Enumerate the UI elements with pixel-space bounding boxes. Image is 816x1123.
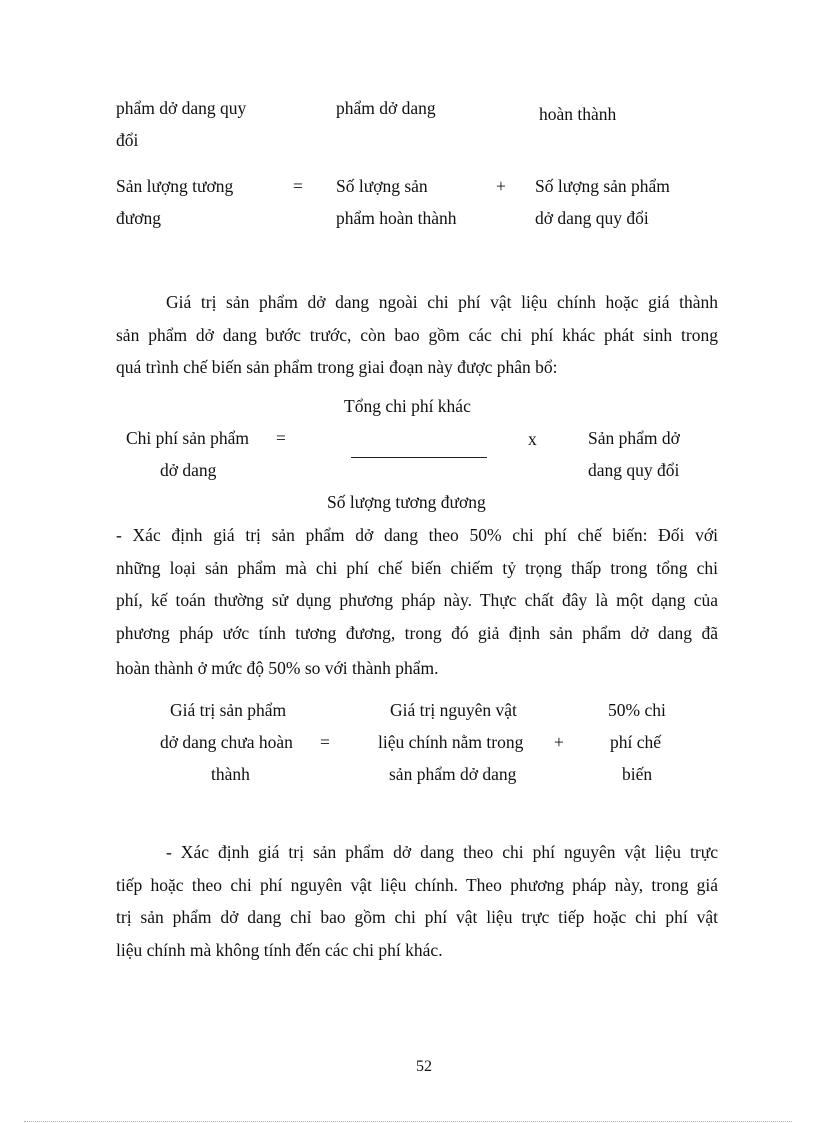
wip-equivalent-qty-line2: dở dang quy đổi bbox=[535, 208, 649, 228]
formula50-mid-line3: sản phẩm dở dang bbox=[389, 764, 517, 784]
equals-sign: = bbox=[293, 176, 303, 196]
equivalent-output-label-line2: đương bbox=[116, 208, 161, 228]
paragraph-line: những loại sản phẩm mà chi phí chế biến chiếm tỷ trọng thấp trong tổng chi bbox=[116, 557, 718, 578]
formula50-rhs-line1: 50% chi bbox=[608, 700, 666, 720]
formula50-equals: = bbox=[320, 732, 330, 752]
formula50-mid-line2: liệu chính nằm trong bbox=[378, 732, 524, 752]
formula50-lhs-line1: Giá trị sản phẩm bbox=[170, 700, 287, 720]
fraction-numerator: Tổng chi phí khác bbox=[344, 396, 471, 416]
formula-top-col1-line2: đổi bbox=[116, 130, 139, 150]
paragraph-line: phương pháp ước tính tương đương, trong đó giả định sản phẩm dở dang đã bbox=[116, 622, 718, 643]
equivalent-output-label-line1: Sản lượng tương bbox=[116, 176, 234, 196]
fraction-rhs-line1: Sản phẩm dở bbox=[588, 428, 680, 448]
wip-equivalent-qty-line1: Số lượng sản phẩm bbox=[535, 176, 670, 196]
paragraph-line: liệu chính mà không tính đến các chi phí khác. bbox=[116, 939, 443, 960]
formula50-lhs-line2: dở dang chưa hoàn bbox=[160, 732, 293, 752]
page-bottom-border bbox=[24, 1121, 792, 1122]
plus-sign: + bbox=[496, 176, 506, 196]
fraction-lhs-line1: Chi phí sản phẩm bbox=[126, 428, 249, 448]
formula50-rhs-line2: phí chế bbox=[610, 732, 662, 752]
paragraph-other-costs bbox=[116, 286, 718, 384]
formula50-mid-line1: Giá trị nguyên vật bbox=[390, 700, 517, 720]
fraction-rhs-line2: dang quy đổi bbox=[588, 460, 680, 480]
fraction-times: x bbox=[528, 429, 537, 449]
finished-qty-line2: phẩm hoàn thành bbox=[336, 208, 457, 228]
formula50-plus: + bbox=[554, 732, 564, 752]
paragraph-line: - Xác định giá trị sản phẩm dở dang theo chi phí nguyên vật liệu trực bbox=[166, 842, 718, 862]
formula-top-col2: phẩm dở dang bbox=[336, 98, 436, 118]
paragraph-line: trị sản phẩm dở dang chỉ bao gồm chi phí vật liệu trực tiếp hoặc chi phí vật bbox=[116, 907, 718, 927]
paragraph-line: sản phẩm dở dang bước trước, còn bao gồm các chi phí khác phát sinh trong bbox=[116, 324, 718, 345]
fraction-lhs-line2: dở dang bbox=[160, 460, 217, 480]
paragraph-line: Giá trị sản phẩm dở dang ngoài chi phí vật liệu chính hoặc giá thành bbox=[166, 292, 718, 312]
paragraph-line: - Xác định giá trị sản phẩm dở dang theo 50% chi phí chế biến: Đối với bbox=[116, 525, 718, 545]
paragraph-line: phí, kế toán thường sử dụng phương pháp này. Thực chất đây là một dạng của bbox=[116, 590, 718, 610]
formula-top-col1-line1: phẩm dở dang quy bbox=[116, 98, 247, 118]
paragraph-line: tiếp hoặc theo chi phí nguyên vật liệu chính. Theo phương pháp này, trong giá bbox=[116, 874, 718, 895]
paragraph-line: hoàn thành ở mức độ 50% so với thành phẩm. bbox=[116, 657, 439, 678]
fraction-bar bbox=[351, 457, 487, 458]
formula50-rhs-line3: biến bbox=[622, 764, 653, 784]
paragraph-direct-materials-method bbox=[116, 836, 718, 966]
fraction-denominator: Số lượng tương đương bbox=[327, 492, 486, 512]
formula50-lhs-line3: thành bbox=[211, 764, 250, 784]
page-number: 52 bbox=[416, 1058, 432, 1075]
fraction-equals: = bbox=[276, 428, 286, 448]
paragraph-50-percent-method bbox=[116, 519, 718, 684]
paragraph-line: quá trình chế biến sản phẩm trong giai đoạn này được phân bổ: bbox=[116, 357, 558, 377]
formula-top-col3: hoàn thành bbox=[539, 104, 617, 124]
finished-qty-line1: Số lượng sản bbox=[336, 176, 428, 196]
